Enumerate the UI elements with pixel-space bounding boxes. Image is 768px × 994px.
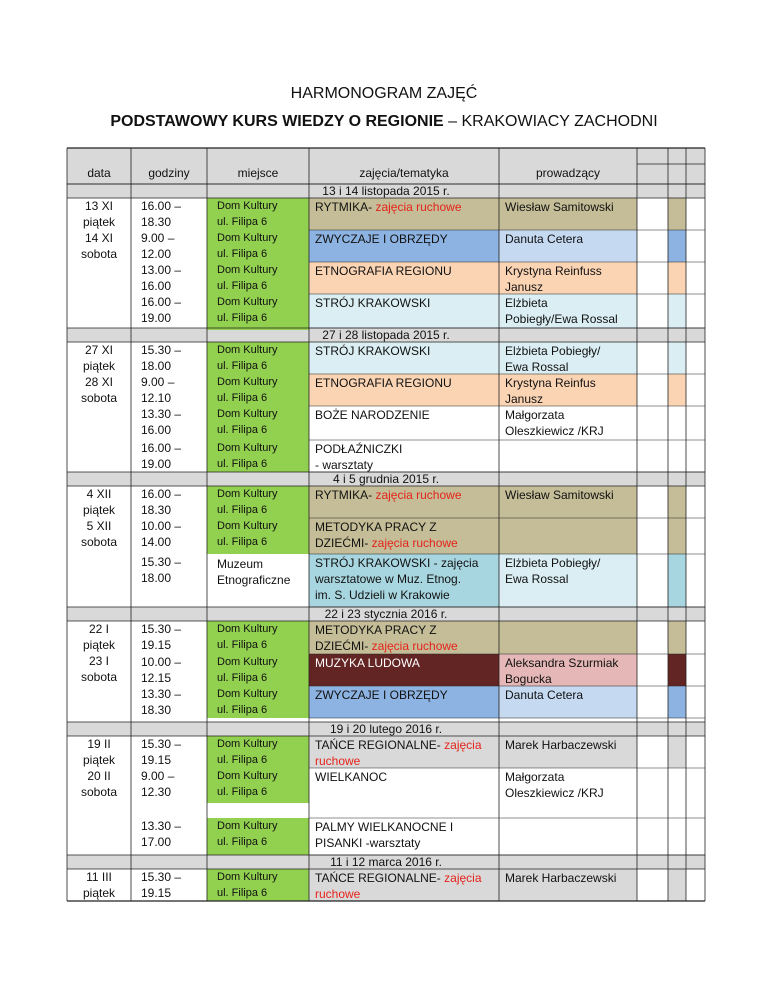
place-cell: Dom Kultury ul. Filipa 6 [217,442,278,470]
hours-cell: 9.00 – 12.10 [141,375,175,405]
session-date: 19 i 20 lutego 2016 r. [329,722,443,736]
date-cell: 13 XI piątek 14 XI sobota [80,199,118,261]
place-cell: Dom Kultury ul. Filipa 6 [217,264,278,292]
marker-cell-fill [668,654,686,686]
topic-cell: ZWYCZAJE I OBRZĘDY [315,232,448,246]
header-extra-fill [637,148,705,164]
topic-cell: PODŁAŹNICZKI - warsztaty [315,442,403,472]
teacher-cell: Marek Harbaczewski [505,871,617,885]
place-cell: Dom Kultury ul. Filipa 6 [217,623,278,651]
place-cell: Dom Kultury ul. Filipa 6 [217,200,278,228]
marker-cell-fill [668,230,686,262]
hours-cell: 10.00 – 12.15 [141,655,182,685]
date-cell: 27 XI piątek 28 XI sobota [80,343,118,405]
teacher-cell-fill [499,621,637,654]
topic-cell: TAŃCE REGIONALNE- zajęcia ruchowe [315,871,482,901]
marker-cell-fill [668,736,686,768]
header-zajecia: zajęcia/tematyka [359,166,449,180]
hours-cell: 9.00 – 12.00 [141,231,175,261]
topic-cell: PALMY WIELKANOCNE I PISANKI -warsztaty [315,820,454,850]
hours-cell: 10.00 – 14.00 [141,519,182,549]
topic-cell: STRÓJ KRAKOWSKI [315,296,431,310]
teacher-cell: Małgorzata Oleszkiewicz /KRJ [505,770,604,800]
page-title: HARMONOGRAM ZAJĘĆ [290,85,478,102]
topic-cell: ZWYCZAJE I OBRZĘDY [315,688,448,702]
marker-cell-fill [668,342,686,374]
marker-cell-fill [668,518,686,554]
date-cell: 4 XII piątek 5 XII sobota [80,487,118,549]
header-data: data [87,166,111,180]
teacher-cell: Wiesław Samitowski [505,200,614,214]
marker-cell-fill [668,262,686,294]
marker-cell-fill [668,198,686,230]
header-miejsce: miejsce [237,166,279,180]
teacher-cell: Elżbieta Pobiegły/ Ewa Rossal [505,556,601,586]
place-cell: Dom Kultury ul. Filipa 6 [217,488,278,516]
place-cell: Dom Kultury ul. Filipa 6 [217,871,278,899]
topic-cell: RYTMIKA- zajęcia ruchowe [315,488,462,502]
teacher-cell: Elżbieta Pobiegły/ Ewa Rossal Krystyna Reinfus Janusz Małgorzata Oleszkiewicz /KRJ [505,344,604,438]
marker-cell-fill [668,374,686,406]
hours-cell: 13.30 – 16.00 [141,407,182,437]
header-prowadzacy: prowadzący [535,166,601,180]
teacher-cell-fill [499,518,637,554]
hours-cell: 16.00 – 18.30 [141,487,182,517]
marker-cell-fill [668,294,686,328]
date-cell: 19 II piątek 20 II sobota [80,737,118,799]
place-cell: Dom Kultury ul. Filipa 6 [217,376,278,404]
teacher-cell: Wiesław Samitowski [505,488,614,502]
marker-cell-fill [668,869,686,901]
hours-cell: 15.30 – 19.15 [141,622,182,652]
topic-cell: STRÓJ KRAKOWSKI [315,344,431,358]
marker-cell-fill [668,554,686,607]
topic-cell: ETNOGRAFIA REGIONU [315,376,452,390]
hours-cell: 16.00 – 19.00 [141,441,182,471]
place-cell: Dom Kultury ul. Filipa 6 [217,656,278,684]
hours-cell: 15.30 – 18.00 [141,343,182,373]
date-cell: 11 III piątek [82,870,116,900]
topic-cell: TAŃCE REGIONALNE- zajęcia ruchowe [315,738,482,768]
teacher-cell: Krystyna Reinfuss Janusz Elżbieta Pobiegły/Ewa Rossal [505,264,618,326]
hours-cell: 16.00 – 19.00 [141,295,182,325]
session-date: 4 i 5 grudnia 2015 r. [332,472,440,486]
session-date: 22 i 23 stycznia 2016 r. [324,607,448,621]
marker-cell-fill [668,686,686,718]
topic-cell: MUZYKA LUDOWA [315,656,420,670]
teacher-cell: Marek Harbaczewski [505,738,617,752]
subtitle-bold: PODSTAWOWY KURS WIEDZY O REGIONIE [110,113,444,130]
teacher-cell: Aleksandra Szurmiak Bogucka Danuta Cetera [505,656,619,702]
marker-cell-fill [668,621,686,654]
teacher-cell: Danuta Cetera [505,232,584,246]
place-cell: Dom Kultury ul. Filipa 6 [217,344,278,372]
hours-cell: 9.00 – 12.30 [141,769,175,799]
hours-cell: 13.00 – 16.00 [141,263,182,293]
session-date: 11 i 12 marca 2016 r. [330,855,442,869]
marker-cell-fill [668,486,686,518]
session-date: 13 i 14 listopada 2015 r. [322,184,450,198]
hours-cell: 13.30 – 17.00 [141,819,182,849]
place-cell: Dom Kultury ul. Filipa 6 [217,820,278,848]
place-cell: Dom Kultury ul. Filipa 6 [217,770,278,798]
topic-cell: RYTMIKA- zajęcia ruchowe [315,200,462,214]
topic-cell: STRÓJ KRAKOWSKI - zajęcia warsztatowe w Muz. Etnog. im. S. Udzieli w Krakowie [315,556,479,602]
date-cell: 22 I piątek 23 I sobota [80,622,118,684]
place-cell: Dom Kultury ul. Filipa 6 [217,520,278,548]
topic-cell: ETNOGRAFIA REGIONU [315,264,452,278]
subtitle-rest: – KRAKOWIACY ZACHODNI [443,113,658,130]
topic-cell: METODYKA PRACY Z DZIEĆMI- zajęcia ruchowe [315,520,458,550]
hours-cell: 15.30 – 19.15 [141,737,182,767]
place-cell: Dom Kultury ul. Filipa 6 [217,296,278,324]
place-cell: Dom Kultury ul. Filipa 6 [217,408,278,436]
hours-cell: 15.30 – 19.15 [141,870,182,900]
session-date: 27 i 28 listopada 2015 r. [322,328,450,342]
place-cell: Dom Kultury ul. Filipa 6 [217,738,278,766]
hours-cell: 13.30 – 18.30 [141,687,182,717]
hours-cell: 16.00 – 18.30 [141,199,182,229]
header-godziny: godziny [148,166,190,180]
topic-cell: WIELKANOC [315,770,388,784]
place-cell-museum: Muzeum Etnograficzne [217,557,291,587]
hours-cell: 15.30 – 18.00 [141,555,182,585]
place-cell: Dom Kultury ul. Filipa 6 [217,232,278,260]
place-cell: Dom Kultury ul. Filipa 6 [217,688,278,716]
topic-cell: METODYKA PRACY Z DZIEĆMI- zajęcia ruchowe [315,623,458,653]
topic-cell: BOŻE NARODZENIE [315,408,430,422]
